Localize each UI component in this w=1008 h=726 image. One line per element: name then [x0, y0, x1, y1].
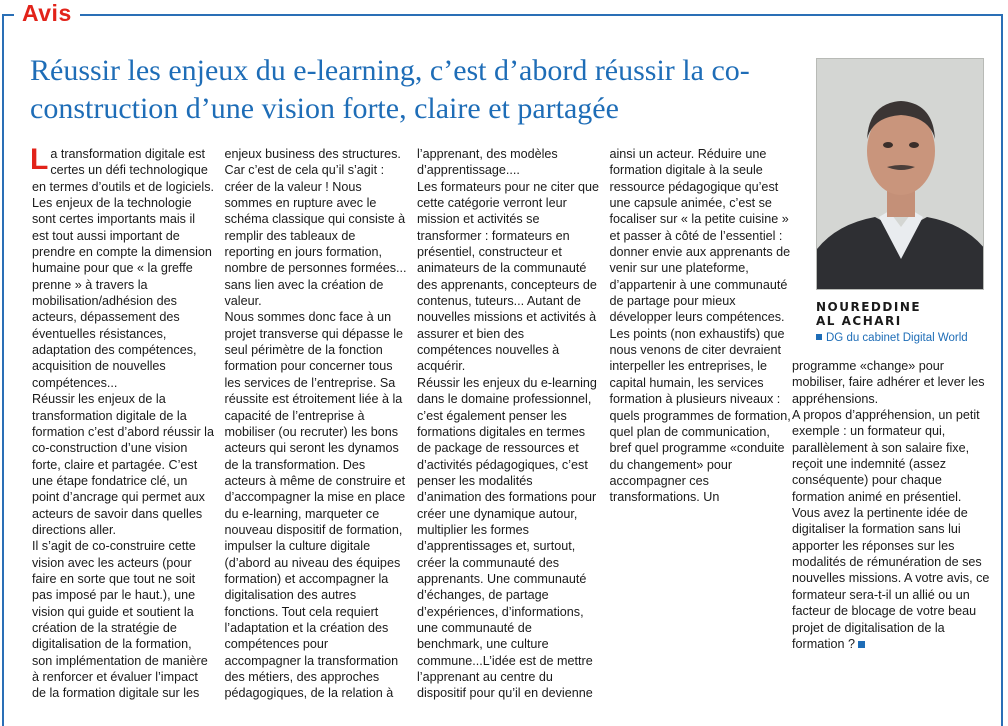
paragraph-7: Les points (non exhaustifs) que nous venons de citer devraient interpeller les entreprises, le capital humain, les services formation à plusieurs niveaux : quels programmes de formation, quel plan de communication, bref quel programme «conduite du changement» pour accompagner ces transformations. Un [609, 326, 791, 505]
paragraph-7-continued: programme «change» pour mobiliser, faire adhérer et lever les appréhensions. [792, 359, 985, 406]
author-role-text: DG du cabinet Digital World [826, 332, 968, 344]
paragraph-3: Il s’agit de co-construire cette vision avec les acteurs (pour faire en sorte que tout ne soit pas imposé par le haut.), une vision qui guide et soutient la création de la stratégie de digitalisation de la formation, son implémentation de manière à renforcer et évaluer l’impact de la formation digitale sur les enjeux business des structures. Car c’est de cela qu’il s’agit : créer de la valeur ! Nous sommes en rupture avec le schéma classique qui consiste à remplir des tableaux de reporting en jours formation, nombre de personnes formées... sans lien avec la création de valeur. [32, 147, 407, 701]
paragraph-5: Les formateurs pour ne citer que cette catégorie verront leur mission et activités se transformer : formateurs en présentiel, constructeur et animateurs de la communauté des apprenants, concepteurs de contenus, tuteurs... Autant de nouvelles missions et activités à assurer et bien des compétences nouvelles à acquérir. [417, 179, 600, 374]
paragraph-8-text: A propos d’appréhension, un petit exemple : un formateur qui, parallèlement à son salaire fixe, reçoit une indemnité (assez conséquente) pour chaque formation animé en présentiel. Vous avez la pertinente idée de digitaliser la formation sans lui apporter les réponses sur les modalités de rémunération de ses nouvelles missions. A votre avis, ce formateur sera-t-il un allié ou un facteur de blocage de votre beau projet de digitalisation de la formation ? [792, 408, 990, 651]
square-bullet-icon [816, 334, 822, 340]
paragraph-1 [30, 143, 215, 391]
author-byline [816, 300, 996, 346]
paragraph-2: Réussir les enjeux de la transformation digitale de la formation c’est d’abord réussir la co-construction d’une vision forte, claire et partagée. C’est une étape fondatrice clé, un point d’ancrage qui permet aux acteurs de savoir dans quelles directions aller. [32, 392, 214, 537]
author-name-line-2: AL ACHARI [816, 314, 902, 328]
article-headline: Réussir les enjeux du e-learning, c’est d’abord réussir la co-construction d’une vision forte, claire et partagée [30, 54, 750, 125]
article-body [30, 143, 792, 716]
drop-cap: L [30, 143, 49, 176]
paragraph-1-text: a transformation digitale est certes un défi technologique en termes d’outils et de logiciels. Les enjeux de la technologie sont certes importants mais il est tout aussi important de prendre en compte la dimension humaine pour que « la greffe prenne » à travers la mobilisation/adhésion des acteurs, dépassement des éventuelles résistances, adaptation des compétences, acquisition de nouvelles compétences... [32, 147, 215, 390]
paragraph-8 [792, 407, 992, 652]
author-role [816, 330, 996, 346]
author-photo [816, 58, 984, 290]
paragraph-6: Réussir les enjeux du e-learning dans le domaine professionnel, c’est également penser les formations digitales en termes de package de ressources et d’activités pédagogiques, c’est penser les modalités d’animation des formations pour créer une dynamique autour, multiplier les formes d’apprentissages et, surtout, créer la communauté des apprenants. Une communauté d’échanges, de partage d’expériences, d’informations, une communauté de benchmark, une culture commune...L’idée est de mettre l’apprenant au centre du dispositif pour qu’il en devienne ainsi un acteur. Réduire une formation digitale à la seule ressource pédagogique qu’est une capsule animée, c’est se focaliser sur « la petite cuisine » et passer à côté de l’essentiel : donner envie aux apprenants de venir sur une plateforme, d’appartenir à une communauté de partage pour mieux développer leurs compétences. [417, 147, 791, 701]
article-body-continued [792, 358, 992, 718]
paragraph-4: Nous sommes donc face à un projet transverse qui dépasse le seul périmètre de la fonction formation pour concerner tous les services de l’entreprise. Sa réussite est étroitement liée à la capacité de l’entreprise à mobiliser (ou recruter) les bons acteurs qui seront les dynamos de la transformation. Des acteurs à même de construire et d’accompagner la mise en place du e-learning, marqueter ce nouveau dispositif de formation, impulser la culture digitale (d’abord au niveau des équipes formation) et accompagner la digitalisation des autres fonctions. Tout cela requiert l’adaptation et la création des compétences pour accompagner la transformation des métiers, des approches pédagogiques, de la relation à l’apprenant, des modèles d’apprentissage.... [224, 147, 558, 701]
author-portrait-icon [817, 59, 984, 290]
author-name-line-1: NOUREDDINE [816, 300, 922, 314]
end-square-icon [858, 641, 865, 648]
section-label: Avis [14, 0, 80, 26]
